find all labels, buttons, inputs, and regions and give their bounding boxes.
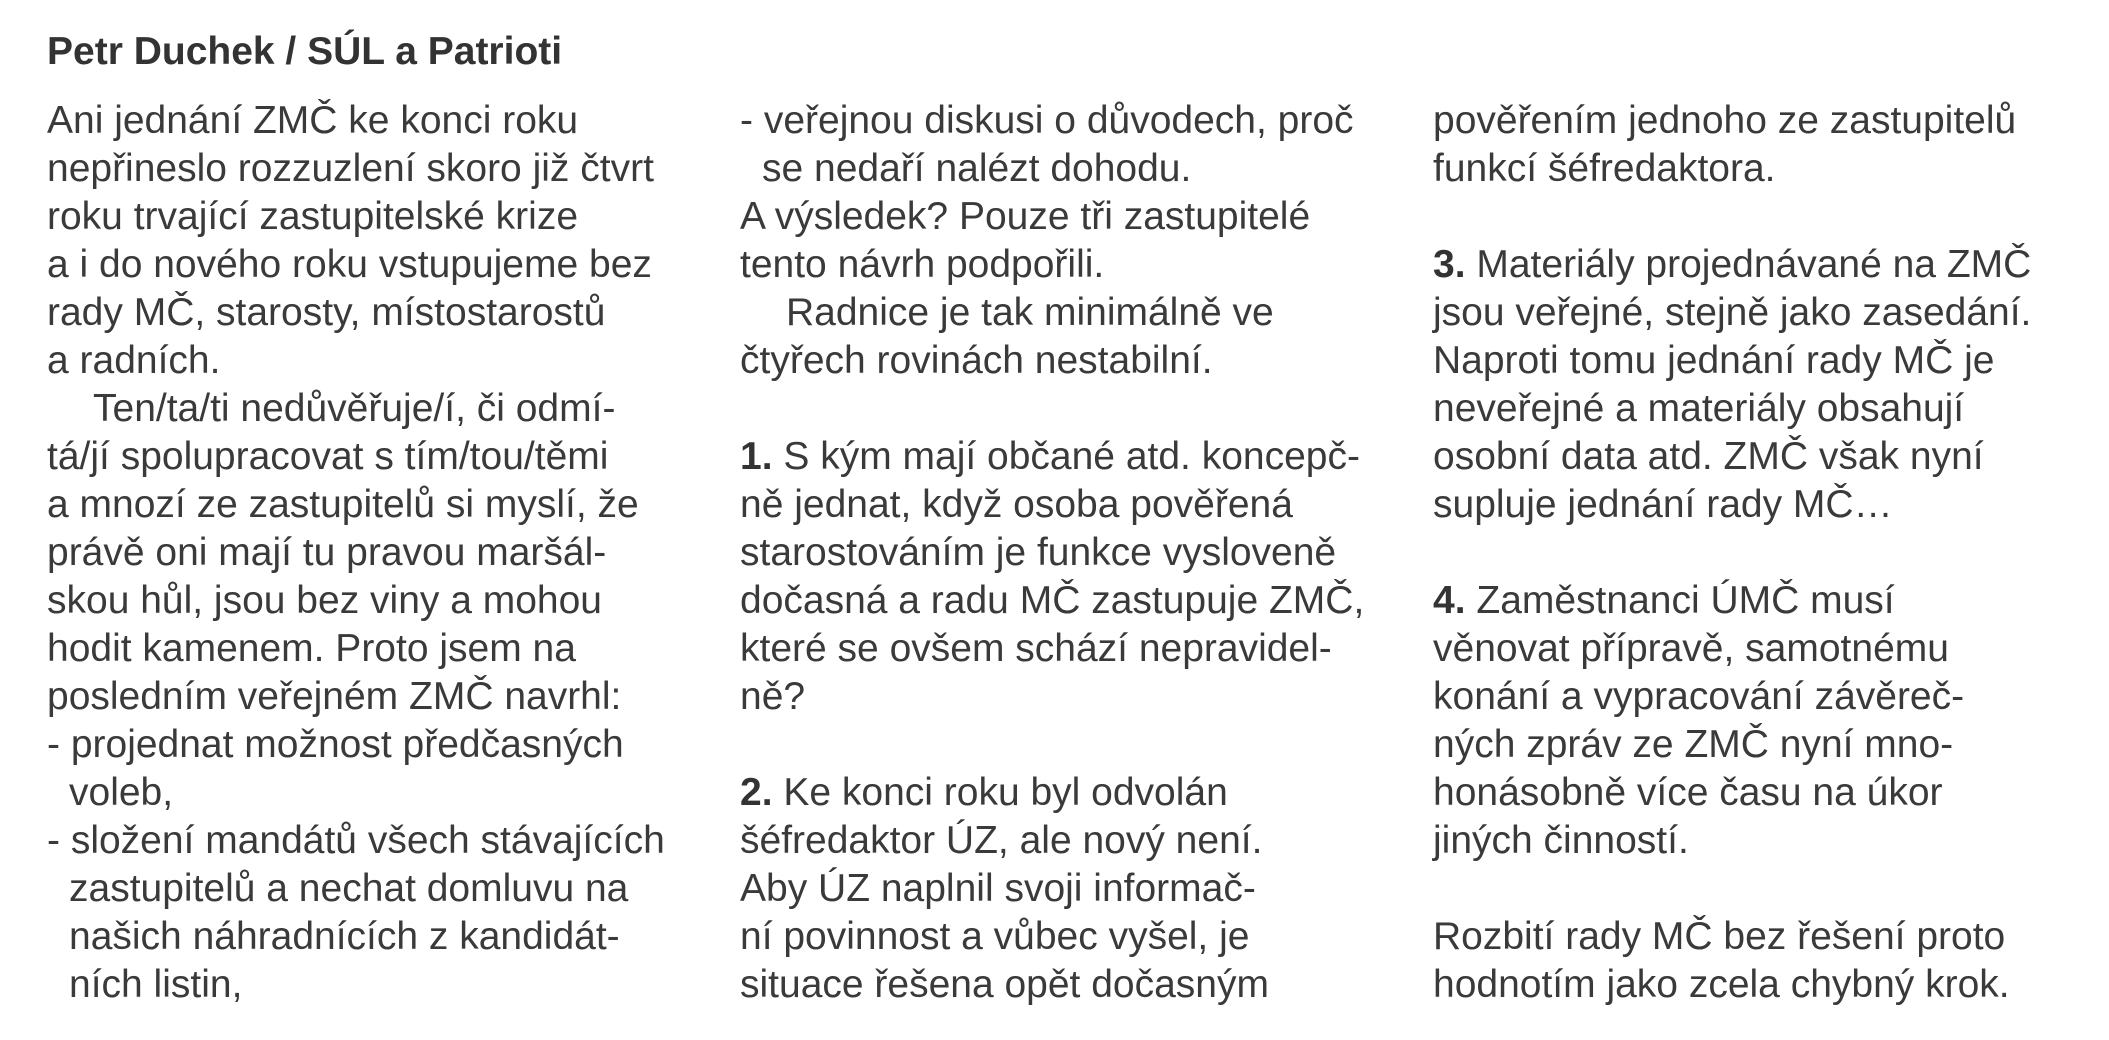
text-line: [47, 145, 707, 193]
text-line: [47, 769, 707, 817]
text-line: [740, 865, 1400, 913]
paragraph-break: [1433, 865, 2093, 913]
article-column-3: [1433, 97, 2093, 1009]
paragraph-break: [1433, 193, 2093, 241]
line-text: čtyřech rovinách nestabilní.: [740, 339, 1213, 382]
line-text: hodnotím jako zcela chybný krok.: [1433, 963, 2010, 1006]
line-text: jiných činností.: [1433, 819, 1689, 862]
point-number: 3.: [1433, 243, 1466, 286]
text-line: [740, 817, 1400, 865]
line-text: supluje jednání rady MČ…: [1433, 483, 1893, 526]
line-text: Radnice je tak minimálně ve: [786, 291, 1274, 334]
text-line: [1433, 481, 2093, 529]
line-text: a mnozí ze zastupitelů si myslí, že: [47, 483, 639, 526]
text-line: [740, 193, 1400, 241]
text-line: [47, 625, 707, 673]
line-text: Materiály projednávané na ZMČ: [1465, 243, 2032, 286]
line-text: Aby ÚZ naplnil svoji informač-: [740, 867, 1256, 910]
line-text: - veřejnou diskusi o důvodech, proč: [740, 99, 1354, 142]
line-text: honásobně více času na úkor: [1433, 771, 1943, 814]
line-text: skou hůl, jsou bez viny a mohou: [47, 579, 602, 622]
line-text: Zaměstnanci ÚMČ musí: [1465, 579, 1895, 622]
text-line: [740, 913, 1400, 961]
line-text: ných zpráv ze ZMČ nyní mno-: [1433, 723, 1954, 766]
line-text: a i do nového roku vstupujeme bez: [47, 243, 652, 286]
text-line: [47, 337, 707, 385]
text-line: [1433, 289, 2093, 337]
line-text: situace řešena opět dočasným: [740, 963, 1269, 1006]
text-line: [740, 145, 1400, 193]
text-line: [740, 481, 1400, 529]
text-line: [1433, 961, 2093, 1009]
text-line: [47, 673, 707, 721]
text-line: [740, 241, 1400, 289]
line-text: ně?: [740, 675, 806, 718]
line-text: šéfredaktor ÚZ, ale nový není.: [740, 819, 1263, 862]
line-text: - projednat možnost předčasných: [47, 723, 624, 766]
text-line: [740, 961, 1400, 1009]
text-line: [740, 529, 1400, 577]
text-line: [1433, 817, 2093, 865]
text-line: [47, 913, 707, 961]
paragraph-break: [740, 385, 1400, 433]
text-line: [47, 289, 707, 337]
line-text: tá/jí spolupracovat s tím/tou/těmi: [47, 435, 609, 478]
line-text: jsou veřejné, stejně jako zasedání.: [1433, 291, 2032, 334]
line-text: pověřením jednoho ze zastupitelů: [1433, 99, 2017, 142]
line-text: Ten/ta/ti nedůvěřuje/í, či odmí-: [93, 387, 616, 430]
text-line: [740, 577, 1400, 625]
line-text: roku trvající zastupitelské krize: [47, 195, 579, 238]
line-text: starostováním je funkce vysloveně: [740, 531, 1337, 574]
line-text: ní povinnost a vůbec vyšel, je: [740, 915, 1250, 958]
line-text: Naproti tomu jednání rady MČ je: [1433, 339, 1995, 382]
line-text: věnovat přípravě, samotnému: [1433, 627, 1949, 670]
text-line: [740, 289, 1400, 337]
line-text: neveřejné a materiály obsahují: [1433, 387, 1965, 430]
article-column-1: [47, 97, 707, 1009]
text-line: [47, 817, 707, 865]
text-line: [1433, 673, 2093, 721]
line-text: Rozbití rady MČ bez řešení proto: [1433, 915, 2006, 958]
line-text: hodit kamenem. Proto jsem na: [47, 627, 576, 670]
line-text: rady MČ, starosty, místostarostů: [47, 291, 606, 334]
line-text: ně jednat, když osoba pověřená: [740, 483, 1293, 526]
line-text: konání a vypracování závěreč-: [1433, 675, 1965, 718]
text-line: [47, 529, 707, 577]
line-text: nepřineslo rozzuzlení skoro již čtvrt: [47, 147, 654, 190]
point-number: 4.: [1433, 579, 1466, 622]
text-line: [1433, 625, 2093, 673]
numbered-point-line: [740, 433, 1400, 481]
line-text: ních listin,: [69, 963, 243, 1006]
article-author: Petr Duchek / SÚL a Patrioti: [47, 30, 563, 73]
numbered-point-line: [1433, 241, 2093, 289]
line-text: S kým mají občané atd. koncepč-: [772, 435, 1360, 478]
numbered-point-line: [740, 769, 1400, 817]
line-text: zastupitelů a nechat domluvu na: [69, 867, 629, 910]
line-text: a radních.: [47, 339, 221, 382]
line-text: funkcí šéfredaktora.: [1433, 147, 1776, 190]
text-line: [1433, 721, 2093, 769]
line-text: A výsledek? Pouze tři zastupitelé: [740, 195, 1311, 238]
text-line: [47, 193, 707, 241]
article-column-2: [740, 97, 1400, 1009]
text-line: [1433, 385, 2093, 433]
text-line: [1433, 769, 2093, 817]
text-line: [740, 625, 1400, 673]
text-line: [47, 865, 707, 913]
text-line: [1433, 145, 2093, 193]
line-text: posledním veřejném ZMČ navrhl:: [47, 675, 622, 718]
text-line: [1433, 913, 2093, 961]
line-text: - složení mandátů všech stávajících: [47, 819, 665, 862]
paragraph-break: [1433, 529, 2093, 577]
line-text: dočasná a radu MČ zastupuje ZMČ,: [740, 579, 1365, 622]
text-line: [47, 385, 707, 433]
text-line: [47, 481, 707, 529]
text-line: [1433, 97, 2093, 145]
text-line: [740, 337, 1400, 385]
numbered-point-line: [1433, 577, 2093, 625]
text-line: [47, 577, 707, 625]
text-line: [47, 961, 707, 1009]
text-line: [740, 673, 1400, 721]
point-number: 2.: [740, 771, 773, 814]
text-line: [47, 721, 707, 769]
paragraph-break: [740, 721, 1400, 769]
line-text: které se ovšem schází nepravidel-: [740, 627, 1332, 670]
line-text: Ani jednání ZMČ ke konci roku: [47, 99, 579, 142]
text-line: [47, 241, 707, 289]
text-line: [47, 97, 707, 145]
text-line: [1433, 337, 2093, 385]
line-text: našich náhradnících z kandidát-: [69, 915, 620, 958]
line-text: voleb,: [69, 771, 174, 814]
text-line: [47, 433, 707, 481]
line-text: tento návrh podpořili.: [740, 243, 1105, 286]
line-text: se nedaří nalézt dohodu.: [762, 147, 1192, 190]
text-line: [740, 97, 1400, 145]
line-text: právě oni mají tu pravou maršál-: [47, 531, 607, 574]
point-number: 1.: [740, 435, 773, 478]
text-line: [1433, 433, 2093, 481]
line-text: osobní data atd. ZMČ však nyní: [1433, 435, 1984, 478]
line-text: Ke konci roku byl odvolán: [772, 771, 1228, 814]
